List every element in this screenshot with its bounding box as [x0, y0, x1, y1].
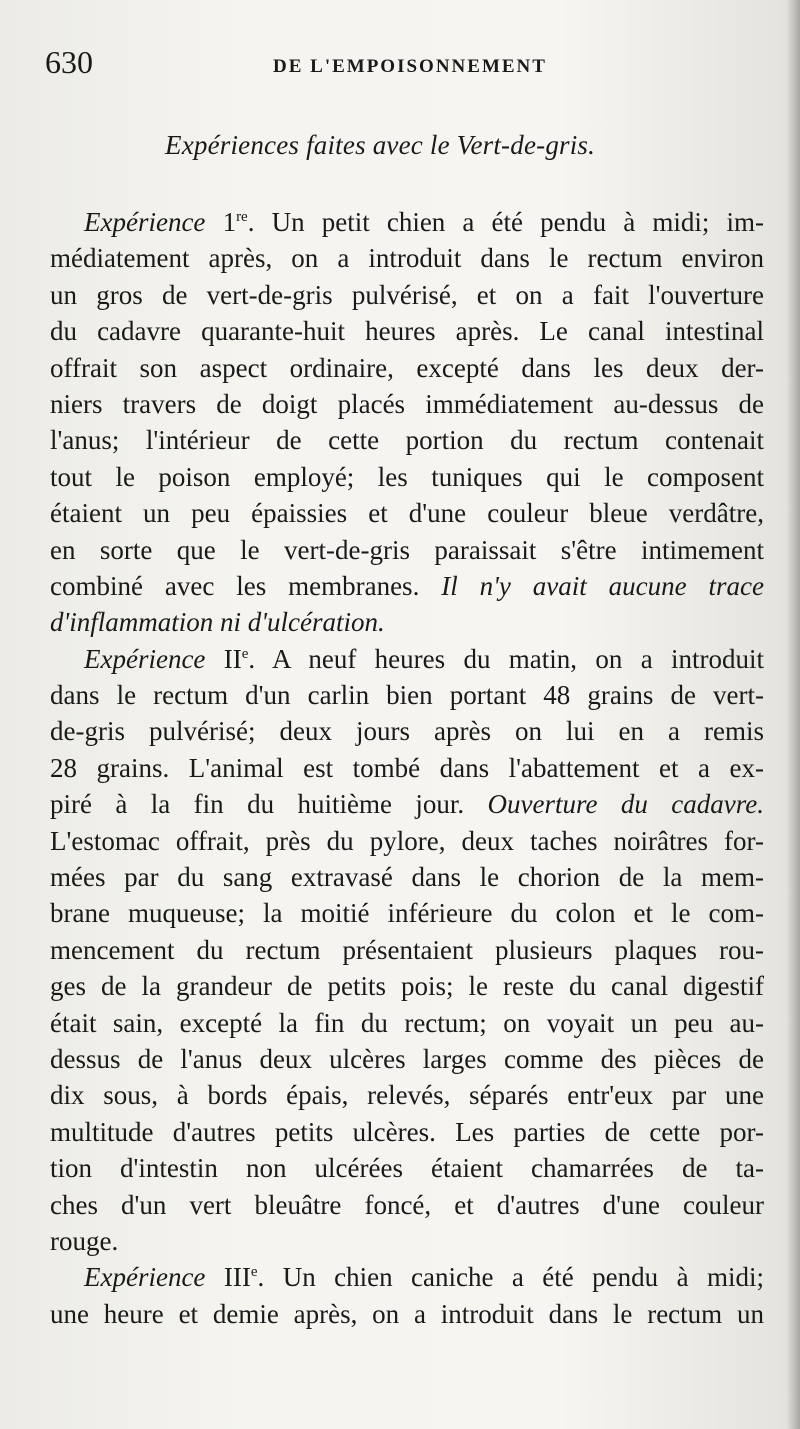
- experiment-number-suffix: re: [236, 209, 248, 225]
- text-line: [50, 277, 764, 313]
- text-line: [50, 1041, 764, 1077]
- text-line: [50, 968, 764, 1004]
- text-line: [50, 495, 764, 531]
- line-text: en sorte que le vert-de-gris paraissait s'être intimement: [50, 534, 764, 565]
- text-line: [50, 532, 764, 568]
- line-text: médiatement après, on a introduit dans le rectum environ: [50, 243, 764, 274]
- line-text: . Un chien caniche a été pendu à midi;: [257, 1262, 764, 1293]
- line-text: de-gris pulvérisé; deux jours après on lui en a remis: [50, 716, 764, 747]
- text-line: [50, 240, 764, 276]
- paragraph: [50, 1259, 764, 1332]
- line-text: l'anus; l'intérieur de cette portion du rectum contenait: [50, 425, 764, 456]
- text-line: [50, 604, 764, 640]
- line-text: combiné avec les membranes.: [50, 570, 420, 601]
- section-title: Expériences faites avec le Vert-de-gris.: [165, 130, 596, 160]
- experiment-number-suffix: e: [241, 645, 249, 662]
- text-line: [50, 1114, 764, 1150]
- text-line: [50, 386, 764, 422]
- paragraph: [50, 204, 764, 641]
- text-line: [50, 422, 764, 458]
- text-line: [50, 204, 764, 240]
- line-text: mées par du sang extravasé dans le chorion de la mem-: [50, 862, 764, 893]
- line-text: mencement du rectum présentaient plusieurs plaques rou-: [50, 934, 764, 965]
- text-line: [50, 895, 764, 931]
- line-text: rouge.: [50, 1225, 119, 1256]
- line-text: était sain, excepté la fin du rectum; on voyait un peu au-: [50, 1007, 764, 1038]
- text-line: [50, 713, 764, 749]
- line-text: . Un petit chien a été pendu à midi; im-: [247, 207, 764, 237]
- text-line: [50, 350, 764, 386]
- line-text: dessus de l'anus deux ulcères larges comme des pièces de: [50, 1043, 764, 1074]
- experiment-number: II: [223, 643, 242, 674]
- text-line: [50, 750, 764, 786]
- page-edge-shadow: [786, 0, 800, 1429]
- text-line: [50, 313, 764, 349]
- line-text: niers travers de doigt placés immédiatement au-dessus de: [50, 388, 764, 419]
- text-line: [50, 1259, 764, 1295]
- line-text: dix sous, à bords épais, relevés, séparés entr'eux par une: [50, 1080, 764, 1111]
- experiment-label: Expérience: [84, 1262, 206, 1293]
- text-line: [50, 1223, 764, 1259]
- line-text: . A neuf heures du matin, on a introduit: [248, 643, 765, 674]
- text-line: [50, 786, 764, 822]
- line-text: étaient un peu épaissies et d'une couleur bleue verdâtre,: [50, 498, 764, 529]
- page-number: 630: [45, 44, 93, 80]
- line-text: du cadavre quarante-huit heures après. Le canal intestinal: [50, 316, 764, 347]
- line-text: ges de la grandeur de petits pois; le reste du canal digestif: [50, 971, 764, 1002]
- line-text: brane muqueuse; la moitié inférieure du colon et le com-: [50, 898, 764, 929]
- line-text: tout le poison employé; les tuniques qui le composent: [50, 461, 764, 492]
- text-line: [50, 641, 764, 677]
- text-line: [50, 1187, 764, 1223]
- text-line: [50, 677, 764, 713]
- paragraph: [50, 641, 764, 1260]
- experiment-number: III: [223, 1262, 251, 1293]
- line-text: 28 grains. L'animal est tombé dans l'abattement et a ex-: [50, 752, 764, 783]
- text-line: [50, 859, 764, 895]
- experiment-number-suffix: e: [250, 1264, 258, 1281]
- text-line: [50, 459, 764, 495]
- text-line: [50, 823, 764, 859]
- running-head: DE L'EMPOISONNEMENT: [273, 56, 547, 77]
- text-line: [50, 1150, 764, 1186]
- line-text: un gros de vert-de-gris pulvérisé, et on a fait l'ouverture: [50, 279, 764, 310]
- line-text: multitude d'autres petits ulcères. Les parties de cette por-: [50, 1116, 764, 1147]
- experiment-number: 1: [222, 207, 237, 237]
- line-text: L'estomac offrait, près du pylore, deux taches noirâtres for-: [50, 825, 764, 856]
- text-line: [50, 932, 764, 968]
- body-text: [50, 204, 764, 1332]
- text-line: [50, 1077, 764, 1113]
- text-line: [50, 1296, 764, 1332]
- experiment-label: Expérience: [84, 643, 206, 674]
- page-header: [45, 44, 765, 94]
- text-line: [50, 568, 764, 604]
- line-italic-text: Il n'y avait aucune trace: [419, 570, 765, 601]
- experiment-label: Expérience: [84, 207, 206, 237]
- line-text: offrait son aspect ordinaire, excepté dans les deux der-: [50, 352, 764, 383]
- line-italic-text: d'inflammation ni d'ulcération.: [50, 607, 385, 638]
- line-text: une heure et demie après, on a introduit dans le rectum un: [50, 1298, 764, 1329]
- line-text: dans le rectum d'un carlin bien portant 48 grains de vert-: [50, 680, 764, 711]
- line-italic-text: Ouverture du cadavre.: [464, 789, 764, 820]
- line-text: piré à la fin du huitième jour.: [50, 789, 465, 820]
- line-text: ches d'un vert bleuâtre foncé, et d'autres d'une couleur: [50, 1189, 764, 1220]
- text-line: [50, 1005, 764, 1041]
- line-text: tion d'intestin non ulcérées étaient chamarrées de ta-: [50, 1153, 764, 1184]
